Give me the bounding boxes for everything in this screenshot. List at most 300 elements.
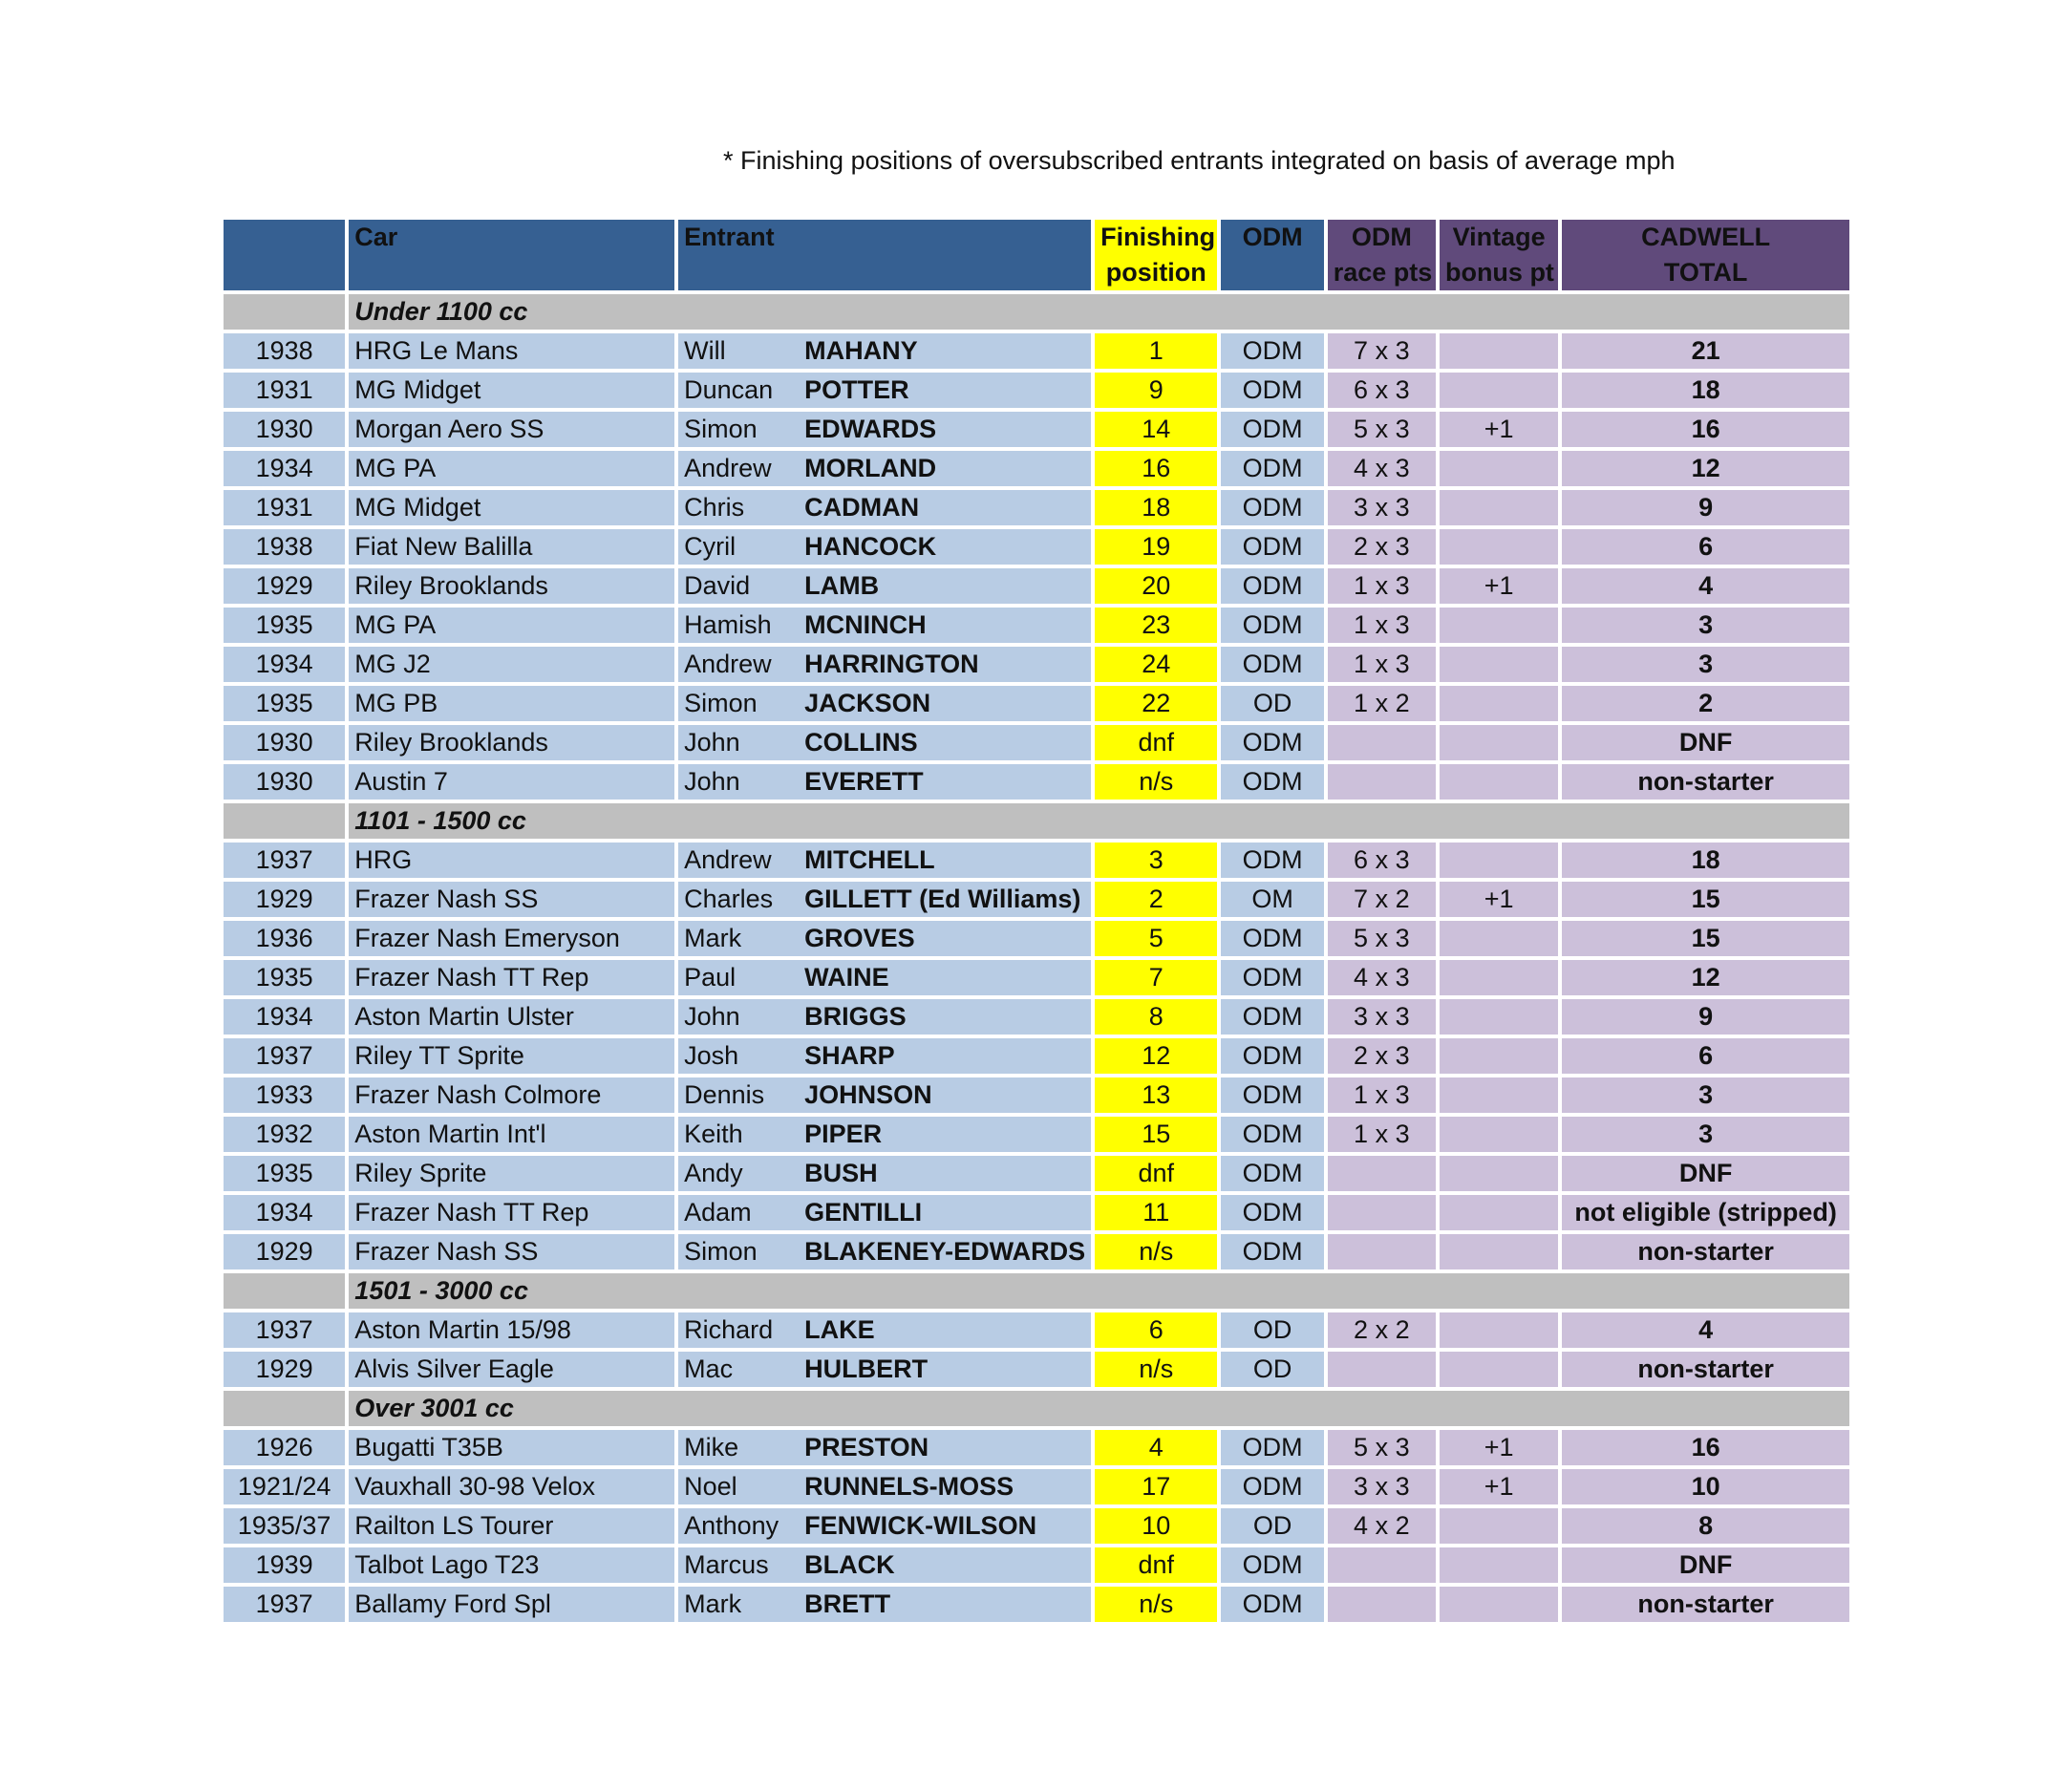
cell-finishing-position: 22 [1095,686,1217,721]
cell-odm-race-pts: 1 x 3 [1328,568,1436,604]
cell-cadwell-total: DNF [1562,1547,1849,1583]
table-row [224,529,1849,565]
cell-odm-race-pts: 1 x 3 [1328,1117,1436,1152]
entrant-first-name: John [684,728,740,757]
entrant-first-name: Simon [684,1237,758,1266]
table-row [224,1469,1849,1504]
cell-car: Talbot Lago T23 [349,1547,674,1583]
cell-vintage-bonus [1440,1195,1558,1230]
cell-odm: ODM [1221,921,1323,956]
entrant-first-name: Anthony [684,1511,779,1540]
cell-odm-race-pts: 4 x 2 [1328,1508,1436,1544]
cell-vintage-bonus: +1 [1440,1430,1558,1465]
cell-car: HRG [349,843,674,878]
cell-odm: ODM [1221,725,1323,760]
cell-vintage-bonus [1440,1077,1558,1113]
cell-entrant [678,960,1091,995]
cell-odm-race-pts: 2 x 3 [1328,1038,1436,1074]
table-row [224,882,1849,917]
cell-vintage-bonus [1440,490,1558,525]
cell-finishing-position: 3 [1095,843,1217,878]
cell-entrant [678,1469,1091,1504]
cell-entrant [678,725,1091,760]
entrant-last-name: EDWARDS [804,415,937,443]
entrant-first-name: Simon [684,415,758,443]
entrant-first-name: Charles [684,885,774,913]
cell-cadwell-total: non-starter [1562,1587,1849,1622]
cell-finishing-position: 11 [1095,1195,1217,1230]
cell-vintage-bonus: +1 [1440,568,1558,604]
cell-vintage-bonus: +1 [1440,1469,1558,1504]
cell-year: 1929 [224,882,345,917]
entrant-last-name: JACKSON [804,689,931,717]
cell-cadwell-total: 6 [1562,529,1849,565]
section-spacer [224,1273,345,1309]
table-row [224,333,1849,369]
cell-entrant [678,373,1091,408]
cell-entrant [678,1038,1091,1074]
cell-entrant [678,490,1091,525]
cell-entrant [678,1234,1091,1269]
table-row [224,412,1849,447]
table-row [224,764,1849,800]
cell-odm: ODM [1221,1156,1323,1191]
cell-year: 1929 [224,1352,345,1387]
cell-odm-race-pts: 6 x 3 [1328,373,1436,408]
cell-year: 1937 [224,1038,345,1074]
header-odm: ODM [1221,220,1323,290]
cell-odm: ODM [1221,1038,1323,1074]
entrant-last-name: MAHANY [804,336,918,365]
cell-odm-race-pts: 3 x 3 [1328,1469,1436,1504]
table-row [224,373,1849,408]
cell-car: Morgan Aero SS [349,412,674,447]
cell-vintage-bonus [1440,1508,1558,1544]
table-row [224,568,1849,604]
cell-odm-race-pts [1328,1587,1436,1622]
cell-car: MG PA [349,451,674,486]
cell-odm: ODM [1221,960,1323,995]
cell-entrant [678,568,1091,604]
table-row [224,1508,1849,1544]
cell-odm: ODM [1221,1195,1323,1230]
entrant-first-name: Chris [684,493,745,522]
cell-finishing-position: dnf [1095,725,1217,760]
cell-car: MG PB [349,686,674,721]
section-spacer [224,1391,345,1426]
cell-cadwell-total: 2 [1562,686,1849,721]
cell-vintage-bonus [1440,921,1558,956]
cell-vintage-bonus: +1 [1440,882,1558,917]
cell-cadwell-total: 3 [1562,1117,1849,1152]
cell-vintage-bonus [1440,1312,1558,1348]
cell-finishing-position: 6 [1095,1312,1217,1348]
cell-odm: ODM [1221,1547,1323,1583]
table-row [224,1587,1849,1622]
cell-odm-race-pts: 5 x 3 [1328,412,1436,447]
cell-odm-race-pts: 1 x 2 [1328,686,1436,721]
entrant-first-name: John [684,1002,740,1031]
cell-vintage-bonus [1440,999,1558,1035]
entrant-first-name: Mark [684,924,742,952]
header-vintage-bonus-line2: bonus pt [1444,258,1554,287]
table-row [224,1195,1849,1230]
cell-odm: ODM [1221,1430,1323,1465]
cell-cadwell-total: 18 [1562,843,1849,878]
cell-cadwell-total: 3 [1562,608,1849,643]
header-odm-race-pts-line2: race pts [1333,258,1433,287]
cell-odm-race-pts [1328,1195,1436,1230]
entrant-first-name: Marcus [684,1550,769,1579]
cell-vintage-bonus: +1 [1440,412,1558,447]
section-row [224,1273,1849,1309]
cell-car: Ballamy Ford Spl [349,1587,674,1622]
cell-year: 1934 [224,999,345,1035]
cell-cadwell-total: DNF [1562,1156,1849,1191]
section-row [224,1391,1849,1426]
entrant-first-name: Andy [684,1159,743,1187]
header-entrant: Entrant [678,220,1091,290]
cell-vintage-bonus [1440,764,1558,800]
cell-finishing-position: n/s [1095,1587,1217,1622]
table-row [224,1352,1849,1387]
cell-year: 1937 [224,843,345,878]
table-row [224,1430,1849,1465]
cell-cadwell-total: 3 [1562,647,1849,682]
cell-year: 1931 [224,373,345,408]
entrant-first-name: Andrew [684,845,772,874]
cell-cadwell-total: not eligible (stripped) [1562,1195,1849,1230]
cell-odm-race-pts [1328,764,1436,800]
cell-cadwell-total: 15 [1562,921,1849,956]
header-finishing-position [1095,220,1217,290]
cell-entrant [678,882,1091,917]
entrant-first-name: Mike [684,1433,739,1461]
section-row [224,803,1849,839]
cell-entrant [678,529,1091,565]
cell-odm: ODM [1221,1117,1323,1152]
entrant-last-name: GENTILLI [804,1198,923,1227]
entrant-last-name: CADMAN [804,493,920,522]
cell-vintage-bonus [1440,686,1558,721]
section-title: 1101 - 1500 cc [349,803,1849,839]
cell-entrant [678,686,1091,721]
cell-cadwell-total: 9 [1562,999,1849,1035]
entrant-last-name: RUNNELS-MOSS [804,1472,1014,1501]
header-cadwell-total [1562,220,1849,290]
cell-entrant [678,1508,1091,1544]
cell-year: 1930 [224,764,345,800]
cell-vintage-bonus [1440,608,1558,643]
cell-car: Bugatti T35B [349,1430,674,1465]
cell-finishing-position: 20 [1095,568,1217,604]
entrant-first-name: Simon [684,689,758,717]
cell-finishing-position: 23 [1095,608,1217,643]
cell-vintage-bonus [1440,1547,1558,1583]
entrant-last-name: PIPER [804,1120,883,1148]
cell-odm: ODM [1221,1234,1323,1269]
entrant-last-name: SHARP [804,1041,895,1070]
cell-finishing-position: n/s [1095,1352,1217,1387]
cell-odm-race-pts: 2 x 2 [1328,1312,1436,1348]
cell-vintage-bonus [1440,451,1558,486]
cell-entrant [678,999,1091,1035]
section-spacer [224,294,345,330]
section-spacer [224,803,345,839]
entrant-first-name: Mac [684,1355,734,1383]
entrant-last-name: PRESTON [804,1433,929,1461]
cell-odm-race-pts: 2 x 3 [1328,529,1436,565]
cell-odm: OM [1221,882,1323,917]
table-row [224,686,1849,721]
cell-finishing-position: dnf [1095,1547,1217,1583]
cell-entrant [678,1352,1091,1387]
cell-cadwell-total: DNF [1562,725,1849,760]
header-year [224,220,345,290]
entrant-first-name: Dennis [684,1080,765,1109]
cell-car: Riley Sprite [349,1156,674,1191]
section-title: Under 1100 cc [349,294,1849,330]
table-row [224,1312,1849,1348]
header-finishing-position-line1: Finishing [1100,223,1216,251]
cell-entrant [678,647,1091,682]
cell-vintage-bonus [1440,647,1558,682]
header-odm-race-pts-line1: ODM [1351,223,1412,251]
entrant-first-name: Richard [684,1315,774,1344]
cell-odm: ODM [1221,1077,1323,1113]
entrant-last-name: LAKE [804,1315,875,1344]
cell-year: 1929 [224,1234,345,1269]
cell-odm-race-pts: 7 x 3 [1328,333,1436,369]
cell-car: Aston Martin Int'l [349,1117,674,1152]
cell-car: MG PA [349,608,674,643]
cell-vintage-bonus [1440,1156,1558,1191]
cell-odm: ODM [1221,490,1323,525]
cell-finishing-position: dnf [1095,1156,1217,1191]
cell-car: MG Midget [349,490,674,525]
cell-year: 1938 [224,529,345,565]
entrant-first-name: Keith [684,1120,743,1148]
cell-car: Frazer Nash Colmore [349,1077,674,1113]
cell-car: Frazer Nash TT Rep [349,960,674,995]
cell-cadwell-total: 9 [1562,490,1849,525]
cell-finishing-position: n/s [1095,764,1217,800]
header-vintage-bonus [1440,220,1558,290]
header-vintage-bonus-line1: Vintage [1452,223,1546,251]
cell-finishing-position: 8 [1095,999,1217,1035]
entrant-last-name: BUSH [804,1159,878,1187]
cell-vintage-bonus [1440,1234,1558,1269]
cell-car: Frazer Nash SS [349,882,674,917]
cell-cadwell-total: 18 [1562,373,1849,408]
cell-finishing-position: 18 [1095,490,1217,525]
entrant-last-name: MITCHELL [804,845,935,874]
cell-odm: ODM [1221,843,1323,878]
cell-cadwell-total: non-starter [1562,1352,1849,1387]
cell-year: 1933 [224,1077,345,1113]
cell-odm-race-pts [1328,1234,1436,1269]
entrant-first-name: Andrew [684,454,772,482]
cell-year: 1934 [224,1195,345,1230]
cell-year: 1935 [224,960,345,995]
cell-vintage-bonus [1440,373,1558,408]
cell-odm-race-pts [1328,725,1436,760]
entrant-last-name: WAINE [804,963,889,992]
cell-entrant [678,1547,1091,1583]
cell-car: MG J2 [349,647,674,682]
cell-car: Frazer Nash SS [349,1234,674,1269]
cell-vintage-bonus [1440,1352,1558,1387]
cell-year: 1930 [224,725,345,760]
cell-odm-race-pts: 4 x 3 [1328,451,1436,486]
table-row [224,1156,1849,1191]
cell-car: HRG Le Mans [349,333,674,369]
entrant-last-name: POTTER [804,375,909,404]
cell-odm-race-pts: 5 x 3 [1328,921,1436,956]
table-row [224,725,1849,760]
cell-odm-race-pts: 5 x 3 [1328,1430,1436,1465]
entrant-last-name: GROVES [804,924,915,952]
cell-entrant [678,1077,1091,1113]
footnote-note: * Finishing positions of oversubscribed entrants integrated on basis of average mph [723,146,1676,175]
cell-cadwell-total: non-starter [1562,764,1849,800]
cell-year: 1932 [224,1117,345,1152]
table-header [224,220,1849,290]
cell-finishing-position: 5 [1095,921,1217,956]
cell-finishing-position: 14 [1095,412,1217,447]
entrant-last-name: HANCOCK [804,532,937,561]
table-row [224,960,1849,995]
entrant-first-name: Adam [684,1198,752,1227]
table-row [224,843,1849,878]
cell-year: 1936 [224,921,345,956]
table-row [224,1038,1849,1074]
entrant-last-name: FENWICK-WILSON [804,1511,1037,1540]
cell-entrant [678,843,1091,878]
cell-year: 1934 [224,451,345,486]
cell-car: Riley Brooklands [349,725,674,760]
entrant-first-name: John [684,767,740,796]
table-row [224,1077,1849,1113]
section-row [224,294,1849,330]
cell-car: Riley Brooklands [349,568,674,604]
cell-year: 1935/37 [224,1508,345,1544]
entrant-first-name: Duncan [684,375,774,404]
cell-vintage-bonus [1440,1038,1558,1074]
cell-odm: ODM [1221,333,1323,369]
entrant-first-name: Will [684,336,726,365]
cell-finishing-position: 12 [1095,1038,1217,1074]
cell-cadwell-total: 16 [1562,1430,1849,1465]
cell-odm-race-pts: 3 x 3 [1328,999,1436,1035]
entrant-last-name: BRETT [804,1589,891,1618]
cell-cadwell-total: 4 [1562,1312,1849,1348]
cell-odm: ODM [1221,1587,1323,1622]
cell-car: Frazer Nash TT Rep [349,1195,674,1230]
cell-cadwell-total: 21 [1562,333,1849,369]
cell-vintage-bonus [1440,529,1558,565]
entrant-first-name: Noel [684,1472,737,1501]
cell-odm: OD [1221,686,1323,721]
cell-cadwell-total: non-starter [1562,1234,1849,1269]
entrant-last-name: JOHNSON [804,1080,932,1109]
cell-finishing-position: 24 [1095,647,1217,682]
cell-odm-race-pts [1328,1547,1436,1583]
entrant-first-name: Andrew [684,650,772,678]
cell-odm: ODM [1221,373,1323,408]
cell-finishing-position: 15 [1095,1117,1217,1152]
entrant-last-name: COLLINS [804,728,918,757]
cell-vintage-bonus [1440,333,1558,369]
entrant-last-name: HARRINGTON [804,650,979,678]
header-cadwell-total-line2: TOTAL [1663,258,1748,287]
cell-cadwell-total: 15 [1562,882,1849,917]
header-finishing-position-line2: position [1105,258,1206,287]
table-row [224,999,1849,1035]
header-cadwell-total-line1: CADWELL [1641,223,1771,251]
cell-car: Riley TT Sprite [349,1038,674,1074]
table-row [224,1117,1849,1152]
cell-car: Frazer Nash Emeryson [349,921,674,956]
cell-finishing-position: 1 [1095,333,1217,369]
cell-year: 1921/24 [224,1469,345,1504]
cell-entrant [678,1195,1091,1230]
cell-cadwell-total: 8 [1562,1508,1849,1544]
table-row [224,451,1849,486]
cell-year: 1935 [224,1156,345,1191]
cell-cadwell-total: 16 [1562,412,1849,447]
cell-car: Railton LS Tourer [349,1508,674,1544]
cell-odm-race-pts: 1 x 3 [1328,608,1436,643]
cell-year: 1934 [224,647,345,682]
cell-finishing-position: 19 [1095,529,1217,565]
section-title: 1501 - 3000 cc [349,1273,1849,1309]
cell-car: Austin 7 [349,764,674,800]
table-row [224,1547,1849,1583]
table-row [224,647,1849,682]
cell-odm: OD [1221,1508,1323,1544]
cell-odm-race-pts: 1 x 3 [1328,1077,1436,1113]
cell-vintage-bonus [1440,960,1558,995]
cell-cadwell-total: 12 [1562,960,1849,995]
cell-car: MG Midget [349,373,674,408]
cell-odm: ODM [1221,529,1323,565]
cell-car: Aston Martin Ulster [349,999,674,1035]
entrant-first-name: Cyril [684,532,737,561]
section-title: Over 3001 cc [349,1391,1849,1426]
cell-odm-race-pts: 7 x 2 [1328,882,1436,917]
cell-odm: OD [1221,1352,1323,1387]
table-row [224,608,1849,643]
cell-entrant [678,333,1091,369]
cell-finishing-position: 7 [1095,960,1217,995]
cell-vintage-bonus [1440,843,1558,878]
cell-entrant [678,1156,1091,1191]
cell-finishing-position: 10 [1095,1508,1217,1544]
table-row [224,1234,1849,1269]
cell-year: 1929 [224,568,345,604]
cell-odm: ODM [1221,608,1323,643]
cell-finishing-position: 4 [1095,1430,1217,1465]
table-body [224,294,1849,1622]
cell-year: 1935 [224,608,345,643]
cell-year: 1938 [224,333,345,369]
results-table [220,216,1853,1626]
cell-vintage-bonus [1440,725,1558,760]
cell-finishing-position: 16 [1095,451,1217,486]
cell-odm-race-pts [1328,1156,1436,1191]
cell-vintage-bonus [1440,1587,1558,1622]
